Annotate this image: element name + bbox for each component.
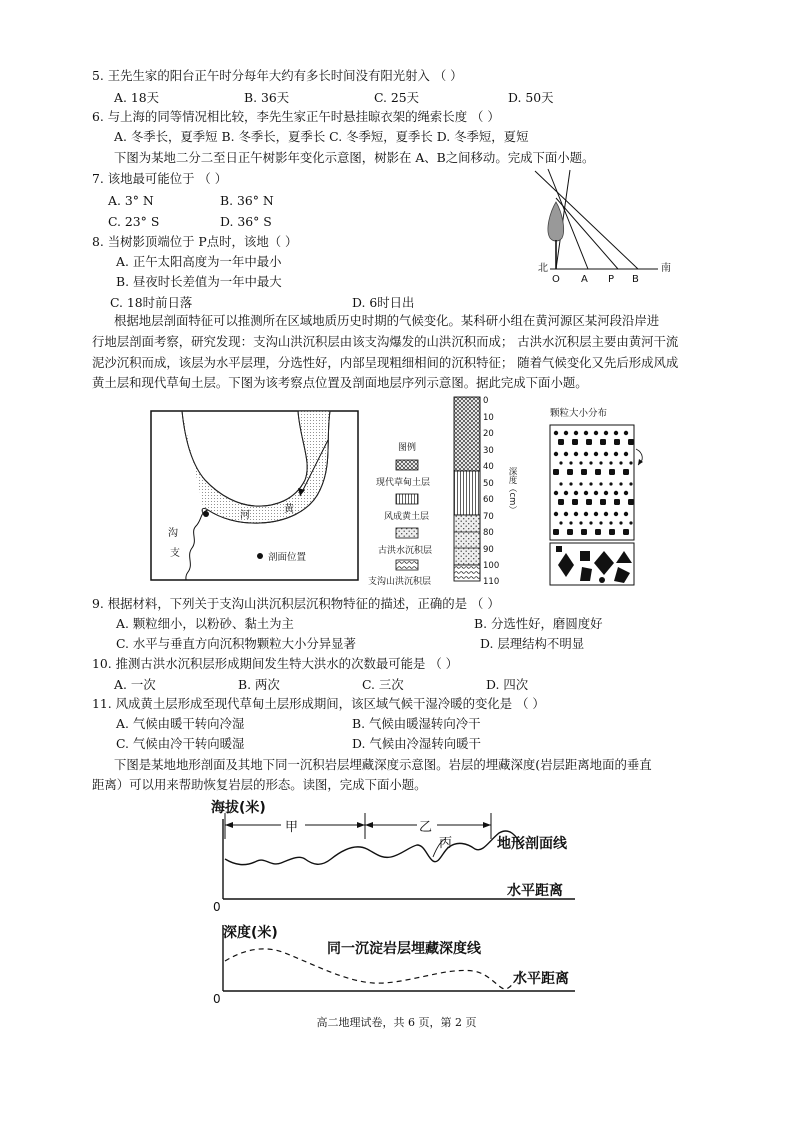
grain-particle — [629, 521, 632, 524]
q7-stem: 7. 该地最可能位于 （ ） — [92, 171, 228, 186]
grain-particle — [624, 512, 628, 516]
distance-label-bottom: 水平距离 — [513, 971, 569, 987]
grain-particle — [572, 499, 578, 505]
q7-option-a: A. 3° N — [108, 193, 154, 208]
grain-particle — [564, 491, 568, 495]
q9-option-d: D. 层理结构不明显 — [480, 636, 585, 651]
grain-particle — [589, 461, 592, 464]
grain-particle — [584, 512, 588, 516]
q10-option-c: C. 三次 — [362, 677, 404, 692]
grain-particle — [614, 431, 618, 435]
grain-particle — [624, 491, 628, 495]
grain-particle — [559, 521, 562, 524]
river-char-1: 河 — [240, 510, 250, 521]
legend-swatch-meadow — [396, 460, 418, 470]
depth-tick: 50 — [483, 479, 494, 489]
q9-stem: 9. 根据材料，下列关于支沟山洪沉积层沉积物特征的描述，正确的是 （ ） — [92, 596, 500, 611]
river-char-2: 黄 — [284, 504, 294, 515]
depth-tick: 20 — [483, 429, 494, 439]
grain-particle — [589, 482, 592, 485]
q10-option-b: B. 两次 — [238, 677, 280, 692]
grain-particle — [594, 491, 598, 495]
grain-particle — [567, 529, 573, 535]
intro-9-11-line3: 泥沙沉积而成，该层为水平层理，分选性好，内部呈现粗细相间的沉积特征； 随着气候变化又先后形成风成 — [92, 355, 679, 370]
grain-particle — [604, 431, 608, 435]
grain-particle — [624, 452, 628, 456]
grain-particle — [600, 499, 606, 505]
q10-option-d: D. 四次 — [486, 677, 529, 692]
depth-tick: 80 — [483, 528, 494, 538]
grain-particle — [572, 439, 578, 445]
legend-swatch-flood — [396, 528, 418, 538]
q9-option-c: C. 水平与垂直方向沉积物颗粒大小分异显著 — [116, 636, 356, 651]
grain-particle — [628, 499, 634, 505]
gully-char-1: 沟 — [168, 528, 178, 539]
layer-loess — [454, 471, 480, 515]
grain-particle — [558, 499, 564, 505]
intro-9-11-line4: 黄土层和现代草甸土层。下图为该考察点位置及剖面地层序列示意图。据此完成下面小题。 — [92, 375, 588, 390]
layer-gully-flood — [454, 565, 480, 581]
distance-label-top: 水平距离 — [507, 883, 563, 899]
q9-option-a: A. 颗粒细小，以粉砂、黏土为主 — [116, 616, 294, 631]
label-south: 南 — [661, 263, 671, 274]
grain-particle — [559, 482, 562, 485]
elevation-axis-label: 海拔(米) — [211, 800, 266, 816]
grain-particle — [629, 461, 632, 464]
grain-particle — [564, 452, 568, 456]
grain-particle — [579, 482, 582, 485]
grain-particle — [604, 512, 608, 516]
grain-particle — [554, 452, 558, 456]
q7-option-c: C. 23° S — [108, 214, 160, 229]
grain-particle — [623, 469, 629, 475]
q10-stem: 10. 推测古洪水沉积层形成期间发生特大洪水的次数最可能是 （ ） — [92, 656, 459, 671]
depth-tick: 60 — [483, 495, 494, 505]
grain-particle — [584, 491, 588, 495]
grain-particle — [569, 461, 572, 464]
depth-tick: 40 — [483, 462, 494, 472]
section-yi: 乙 — [419, 820, 433, 835]
grain-particle — [623, 529, 629, 535]
grain-particle — [619, 461, 622, 464]
grain-particle — [558, 439, 564, 445]
grain-particle — [574, 452, 578, 456]
terrain-profile-line — [225, 831, 523, 865]
q5-option-a: A. 18天 — [114, 90, 159, 105]
grain-particle — [569, 482, 572, 485]
q5-option-c: C. 25天 — [374, 90, 420, 105]
grain-particle — [604, 491, 608, 495]
label-a: A — [581, 274, 588, 285]
intro-last-line1: 下图是某地地形剖面及其地下同一沉积岩层埋藏深度示意图。岩层的埋藏深度(岩层距离地面的垂直 — [114, 757, 652, 772]
grain-particle — [586, 439, 592, 445]
depth-tick: 30 — [483, 446, 494, 456]
grain-particle — [574, 431, 578, 435]
q6-options: A. 冬季长，夏季短 B. 冬季长，夏季长 C. 冬季短，夏季长 D. 冬季短，夏短 — [114, 129, 529, 144]
grain-particle — [559, 461, 562, 464]
grain-size-panel — [544, 405, 644, 587]
grain-particle — [614, 439, 620, 445]
layer-meadow — [454, 397, 480, 471]
q8-option-a: A. 正午太阳高度为一年中最小 — [116, 254, 282, 269]
q8-stem: 8. 当树影顶端位于 P点时，该地（ ） — [92, 234, 298, 249]
grain-particle — [579, 521, 582, 524]
grain-particle — [609, 529, 615, 535]
tree-crown — [548, 202, 564, 241]
q5-option-b: B. 36天 — [244, 90, 290, 105]
strata-column — [450, 395, 530, 587]
q8-option-b: B. 昼夜时长差值为一年中最大 — [116, 274, 282, 289]
zero-top: 0 — [213, 900, 221, 914]
legend-title: 图例 — [398, 443, 417, 453]
intro-9-11-line1: 根据地层剖面特征可以推测所在区域地质历史时期的气候变化。某科研小组在黄河源区某河段沿岸进 — [114, 313, 660, 328]
grain-particle — [581, 469, 587, 475]
gully-mouth-dot — [203, 511, 209, 517]
depth-tick: 110 — [483, 577, 500, 587]
point-bing: 丙 — [439, 836, 453, 851]
grain-particle — [614, 499, 620, 505]
depth-tick: 90 — [483, 545, 494, 555]
grain-particle — [574, 512, 578, 516]
grain-particle — [629, 482, 632, 485]
grain-size-title: 颗粒大小分布 — [550, 408, 608, 419]
label-o: O — [552, 274, 560, 285]
q11-stem: 11. 风成黄土层形成至现代草甸土层形成期间，该区域气候干湿冷暖的变化是 （ ） — [92, 696, 545, 711]
grain-particle — [609, 521, 612, 524]
grain-particle — [584, 452, 588, 456]
q7-option-b: B. 36° N — [220, 193, 274, 208]
grain-particle — [614, 491, 618, 495]
layer-ancient-flood — [454, 515, 480, 565]
grain-particle — [594, 512, 598, 516]
depth-tick: 10 — [483, 413, 494, 423]
grain-particle — [584, 431, 588, 435]
label-p: P — [608, 274, 615, 285]
grain-particle — [594, 431, 598, 435]
profile-line-label: 地形剖面线 — [497, 836, 567, 852]
legend-loess: 风成黄土层 — [384, 512, 430, 522]
grain-particle — [564, 512, 568, 516]
legend-gully: 支沟山洪沉积层 — [368, 577, 432, 587]
label-north: 北 — [538, 263, 548, 274]
legend-meadow: 现代草甸土层 — [376, 478, 431, 488]
q10-option-a: A. 一次 — [114, 677, 156, 692]
grain-particle — [604, 452, 608, 456]
grain-particle — [574, 491, 578, 495]
depth-ticks — [483, 396, 499, 587]
depth-tick: 0 — [483, 396, 489, 406]
legend-swatch-loess — [396, 494, 418, 504]
intro-last-line2: 距离）可以用来帮助恢复岩层的形态。读图，完成下面小题。 — [92, 777, 427, 792]
gully-char-2: 支 — [170, 548, 180, 559]
grain-particle — [609, 469, 615, 475]
legend-flood: 古洪水沉积层 — [378, 546, 433, 556]
q8-option-d: D. 6时日出 — [352, 295, 415, 310]
grain-particle — [619, 521, 622, 524]
page-footer: 高二地理试卷，共 6 页，第 2 页 — [316, 1016, 477, 1029]
location-map — [150, 410, 360, 582]
grain-particle — [614, 452, 618, 456]
grain-particle — [554, 512, 558, 516]
grain-particle — [579, 461, 582, 464]
profile-location-label: 剖面位置 — [268, 552, 307, 563]
legend — [368, 440, 460, 586]
q11-option-a: A. 气候由暖干转向冷湿 — [116, 716, 245, 731]
legend-swatch-gully — [396, 560, 418, 570]
sun-ray-4 — [556, 198, 618, 269]
q5-stem: 5. 王先生家的阳台正午时分每年大约有多长时间没有阳光射入 （ ） — [92, 68, 463, 83]
grain-particle — [553, 469, 559, 475]
q11-option-c: C. 气候由冷干转向暖湿 — [116, 736, 245, 751]
grain-particle — [581, 529, 587, 535]
grain-particle — [594, 452, 598, 456]
grain-particle — [595, 469, 601, 475]
grain-particle — [586, 499, 592, 505]
grain-particle — [624, 431, 628, 435]
depth-line-label: 同一沉淀岩层埋藏深度线 — [327, 941, 481, 957]
grain-particle — [554, 491, 558, 495]
grain-particle — [599, 482, 602, 485]
grain-particle — [600, 439, 606, 445]
intro-9-11-line2: 行地层剖面考察，研究发现：支沟山洪沉积层由该支沟爆发的山洪沉积而成； 古洪水沉积层主要由黄河干流 — [92, 334, 679, 349]
q11-option-d: D. 气候由冷湿转向暖干 — [352, 736, 481, 751]
depth-axis-label: 深度（cm） — [507, 467, 517, 514]
grain-particle — [553, 529, 559, 535]
grain-particle — [567, 469, 573, 475]
profile-location-dot — [257, 553, 263, 559]
grain-particle — [609, 482, 612, 485]
grain-particle — [619, 482, 622, 485]
grain-particle — [595, 529, 601, 535]
q8-option-c: C. 18时前日落 — [110, 295, 193, 310]
q7-option-d: D. 36° S — [220, 214, 272, 229]
zero-bottom: 0 — [213, 992, 221, 1006]
grain-particle — [614, 512, 618, 516]
grain-particle — [628, 439, 634, 445]
depth-tick: 100 — [483, 561, 500, 571]
depth-axis-label-bottom: 深度(米) — [223, 925, 278, 941]
grain-particle — [599, 461, 602, 464]
q5-option-d: D. 50天 — [508, 90, 554, 105]
terrain-profile-figure — [205, 795, 595, 1005]
q9-option-b: B. 分选性好，磨圆度好 — [474, 616, 603, 631]
section-jia: 甲 — [285, 820, 299, 835]
grain-particle — [599, 521, 602, 524]
intro-7-8: 下图为某地二分二至日正午树影年变化示意图，树影在 A、B之间移动。完成下面小题。 — [114, 150, 595, 165]
grain-particle — [609, 461, 612, 464]
q6-stem: 6. 与上海的同等情况相比较，李先生家正午时悬挂晾衣架的绳索长度 （ ） — [92, 109, 500, 124]
grain-particle — [554, 431, 558, 435]
grain-particle — [589, 521, 592, 524]
q11-option-b: B. 气候由暖湿转向冷干 — [352, 716, 481, 731]
grain-particle — [564, 431, 568, 435]
tree-shadow-figure — [530, 168, 690, 285]
label-b: B — [632, 274, 639, 285]
depth-tick: 70 — [483, 512, 494, 522]
grain-particle — [569, 521, 572, 524]
